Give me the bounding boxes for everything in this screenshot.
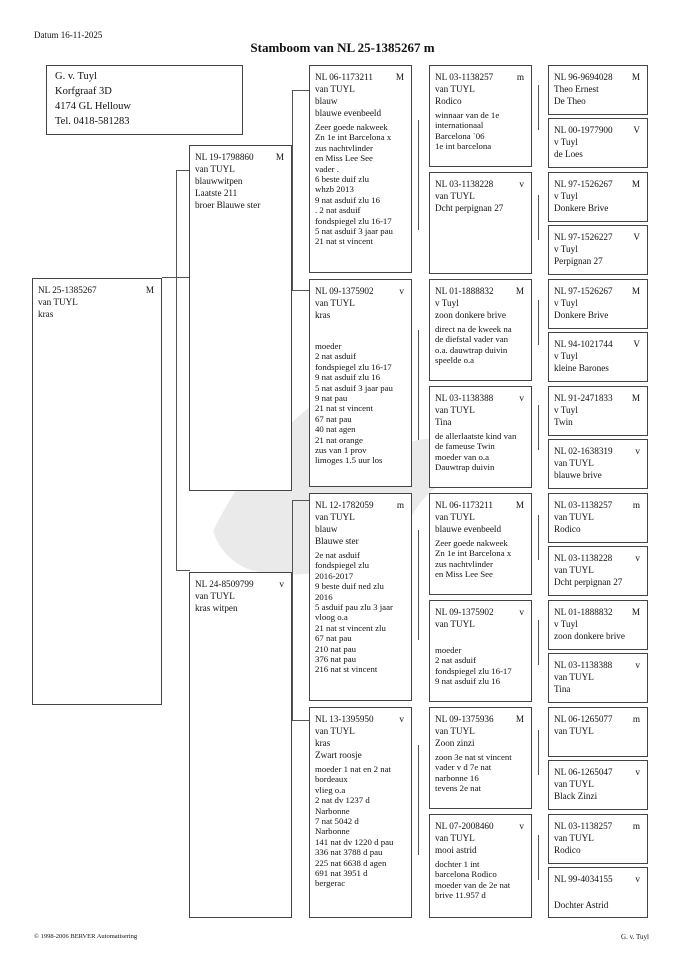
breeder: van TUYL <box>435 619 475 629</box>
ancestor-box <box>548 439 648 489</box>
ancestor-box <box>548 814 648 864</box>
connector <box>538 405 539 450</box>
pigeon-name: mooi astrid <box>435 845 477 855</box>
ring-number: NL 01-1888832 <box>435 286 494 296</box>
description: direct na de kweek na de diefstal vader van o.a. dauwtrap duivin speelde o.a <box>435 324 512 366</box>
sex-mark: M <box>395 72 404 82</box>
pigeon-name: kras <box>38 309 54 319</box>
sex-mark: M <box>515 286 524 296</box>
ancestor-box <box>548 225 648 275</box>
sex-mark: v <box>519 179 524 189</box>
ring-number: NL 00-1977900 <box>554 125 613 135</box>
ancestor-box <box>429 600 532 702</box>
color: blauwwitpen <box>195 176 243 186</box>
sex-mark: M <box>631 393 640 403</box>
breeder: v Tuyl <box>435 298 459 308</box>
description: zoon 3e nat st vincent vader v d 7e nat narbonne 16 tevens 2e nat <box>435 752 512 794</box>
owner-street: Korfgraaf 3D <box>55 86 112 97</box>
sex-mark: M <box>515 714 524 724</box>
sex-mark: M <box>631 179 640 189</box>
ring-number: NL 97-1526227 <box>554 232 613 242</box>
sex-mark: v <box>635 767 640 777</box>
ring-number: NL 97-1526267 <box>554 286 613 296</box>
sex-mark: M <box>631 286 640 296</box>
breeder: van TUYL <box>315 84 355 94</box>
ring-number: NL 02-1638319 <box>554 446 613 456</box>
breeder: van TUYL <box>38 297 78 307</box>
connector <box>292 500 293 720</box>
sex-mark: v <box>399 286 404 296</box>
pigeon-name: De Theo <box>554 96 586 106</box>
sex-mark: M <box>631 607 640 617</box>
owner-phone: Tel. 0418-581283 <box>55 116 130 127</box>
pigeon-name: Blauwe ster <box>315 536 359 546</box>
connector <box>538 730 539 775</box>
connector <box>418 120 419 230</box>
breeder: van TUYL <box>435 726 475 736</box>
pigeon-name: kras witpen <box>195 603 238 613</box>
description: winnaar van de 1e internationaal Barcelona `06 1e int barcelona <box>435 110 500 152</box>
sex-mark: m <box>396 500 404 510</box>
connector <box>292 290 309 291</box>
ancestor-box <box>548 386 648 436</box>
connector <box>538 835 539 880</box>
breeder: van TUYL <box>435 833 475 843</box>
breeder: Theo Ernest <box>554 84 599 94</box>
pigeon-name: Zoon zinzi <box>435 738 475 748</box>
ancestor-box <box>429 279 532 381</box>
description: de allerlaatste kind van de fameuse Twin moeder van o.a Dauwtrap duivin <box>435 431 517 473</box>
sex-mark: V <box>633 339 640 349</box>
ancestor-box <box>548 653 648 703</box>
ancestor-box <box>429 493 532 595</box>
ancestor-box <box>548 332 648 382</box>
ring-number: NL 01-1888832 <box>554 607 613 617</box>
pigeon-name: de Loes <box>554 149 583 159</box>
breeder: van TUYL <box>435 405 475 415</box>
breeder: van TUYL <box>554 512 594 522</box>
connector <box>176 170 177 570</box>
sex-mark: m <box>632 821 640 831</box>
pigeon-name: blauwe evenbeeld <box>435 524 502 534</box>
ring-number: NL 03-1138388 <box>435 393 494 403</box>
ring-number: NL 03-1138257 <box>435 72 494 82</box>
pigeon-name: Dochter Astrid <box>554 900 609 910</box>
breeder: van TUYL <box>195 591 235 601</box>
ancestor-box <box>548 707 648 757</box>
ancestor-box <box>429 814 532 918</box>
sex-mark: M <box>275 152 284 162</box>
ancestor-box <box>429 707 532 809</box>
connector <box>292 90 293 170</box>
color: kras <box>315 738 331 748</box>
sex-mark: v <box>519 393 524 403</box>
breeder: van TUYL <box>554 726 594 736</box>
breeder: v Tuyl <box>554 191 578 201</box>
pigeon-name: Twin <box>554 417 573 427</box>
footer-copyright: © 1998-2006 BERVER Automatisering <box>34 933 138 940</box>
ring-number: NL 97-1526267 <box>554 179 613 189</box>
color: blauw <box>315 524 338 534</box>
ring-number: NL 07-2008460 <box>435 821 494 831</box>
sex-mark: v <box>635 553 640 563</box>
pigeon-name: kras <box>315 310 331 320</box>
breeder: van TUYL <box>435 84 475 94</box>
ring-number: NL 99-4034155 <box>554 874 613 884</box>
ring-number: NL 06-1173211 <box>315 72 373 82</box>
breeder: v Tuyl <box>554 244 578 254</box>
date-label: Datum 16-11-2025 <box>34 30 103 40</box>
connector <box>418 745 419 855</box>
ring-number: NL 03-1138228 <box>435 179 494 189</box>
sex-mark: V <box>633 232 640 242</box>
pigeon-name: Perpignan 27 <box>554 256 603 266</box>
sex-mark: m <box>516 72 524 82</box>
ring-number: NL 06-1173211 <box>435 500 493 510</box>
mother-box <box>189 572 292 918</box>
sex-mark: M <box>631 72 640 82</box>
pigeon-name: Rodico <box>435 96 462 106</box>
father-box <box>189 145 292 491</box>
ancestor-box <box>548 760 648 810</box>
ring-number: NL 03-1138257 <box>554 500 613 510</box>
pigeon-name: Rodico <box>554 524 581 534</box>
breeder: van TUYL <box>315 726 355 736</box>
ring-number: NL 13-1395950 <box>315 714 374 724</box>
pigeon-name: Dcht perpignan 27 <box>435 203 504 213</box>
sex-mark: M <box>515 500 524 510</box>
description: moeder 2 nat asduif fondspiegel zlu 16-17 9 nat asduif zlu 16 5 nat asduif 3 jaar pau 9 nat pau 21 nat st vincent 67 nat pau 40 nat agen 21 nat orange zus van 1 prov limoges 1.5 uur los <box>315 341 393 466</box>
breeder: v Tuyl <box>554 351 578 361</box>
connector <box>538 300 539 345</box>
breeder: van TUYL <box>554 565 594 575</box>
connector <box>292 170 293 290</box>
pigeon-name: Rodico <box>554 845 581 855</box>
breeder: v Tuyl <box>554 405 578 415</box>
breeder: van TUYL <box>315 298 355 308</box>
connector <box>538 515 539 560</box>
owner-box <box>46 65 243 135</box>
ring-number: NL 09-1375902 <box>435 607 494 617</box>
pigeon-name: Tina <box>554 684 571 694</box>
ring-number: NL 91-2471833 <box>554 393 613 403</box>
breeder: van TUYL <box>195 164 235 174</box>
sex-mark: v <box>635 446 640 456</box>
ring-number: NL 03-1138388 <box>554 660 613 670</box>
owner-city: 4174 GL Hellouw <box>55 101 132 112</box>
pigeon-name: zoon donkere brive <box>554 631 625 641</box>
sex-mark: m <box>632 714 640 724</box>
owner-name: G. v. Tuyl <box>55 71 97 82</box>
breeder: van TUYL <box>315 512 355 522</box>
ancestor-box <box>429 172 532 274</box>
ring-number: NL 96-9694028 <box>554 72 613 82</box>
pigeon-name: broer Blauwe ster <box>195 200 261 210</box>
breeder: van TUYL <box>554 458 594 468</box>
sex-mark: v <box>519 607 524 617</box>
extra: Laatste 211 <box>195 188 238 198</box>
sex-mark: v <box>635 874 640 884</box>
description: moeder 2 nat asduif fondspiegel zlu 16-17 9 nat asduif zlu 16 <box>435 645 512 687</box>
ring-number: NL 25-1385267 <box>38 285 97 295</box>
pigeon-name: blauwe brive <box>554 470 602 480</box>
ring-number: NL 06-1265077 <box>554 714 613 724</box>
connector <box>418 330 419 440</box>
pigeon-name: Black Zinzi <box>554 791 598 801</box>
breeder: v Tuyl <box>554 619 578 629</box>
breeder: van TUYL <box>554 779 594 789</box>
pigeon-name: Dcht perpignan 27 <box>554 577 623 587</box>
sex-mark: m <box>632 500 640 510</box>
footer-owner: G. v. Tuyl <box>621 933 649 941</box>
ancestor-box <box>548 65 648 115</box>
connector <box>538 195 539 240</box>
connector <box>538 620 539 665</box>
page-title: Stamboom van NL 25-1385267 m <box>250 40 435 55</box>
pigeon-name: Donkere Brive <box>554 310 609 320</box>
pigeon-name: Donkere Brive <box>554 203 609 213</box>
connector <box>292 500 309 501</box>
description: Zeer goede nakweek Zn 1e int Barcelona x zus nachtvlinder en Miss Lee See vader . 6 beste duif zlu whzb 2013 9 nat asduif zlu 16 . 2 nat asduif fondspiegel zlu 16-17 5 nat asduif 3 jaar pau 21 nat st vincent <box>315 122 393 247</box>
pigeon-name: kleine Barones <box>554 363 609 373</box>
sex-mark: v <box>279 579 284 589</box>
ring-number: NL 24-8509799 <box>195 579 254 589</box>
ancestor-box <box>429 65 532 167</box>
sex-mark: v <box>399 714 404 724</box>
ancestor-box <box>429 386 532 488</box>
connector <box>292 720 309 721</box>
ring-number: NL 09-1375936 <box>435 714 494 724</box>
ring-number: NL 19-1798860 <box>195 152 254 162</box>
sex-mark: M <box>145 285 154 295</box>
description: Zeer goede nakweek Zn 1e int Barcelona x zus nachtvlinder en Miss Lee See <box>435 538 512 580</box>
grandparent-box <box>309 65 412 273</box>
ancestor-box <box>548 279 648 329</box>
connector <box>176 170 190 171</box>
connector <box>418 530 419 640</box>
breeder: van TUYL <box>435 512 475 522</box>
connector <box>176 570 190 571</box>
ancestor-box <box>548 493 648 543</box>
sex-mark: V <box>633 125 640 135</box>
ring-number: NL 06-1265047 <box>554 767 613 777</box>
ancestor-box <box>548 118 648 168</box>
ring-number: NL 12-1782059 <box>315 500 374 510</box>
sex-mark: v <box>519 821 524 831</box>
breeder: van TUYL <box>554 833 594 843</box>
ring-number: NL 03-1138257 <box>554 821 613 831</box>
ancestor-box <box>548 600 648 650</box>
connector <box>538 85 539 130</box>
ring-number: NL 94-1021744 <box>554 339 613 349</box>
ring-number: NL 03-1138228 <box>554 553 613 563</box>
grandparent-box <box>309 493 412 701</box>
pigeon-name: Tina <box>435 417 452 427</box>
description: dochter 1 int barcelona Rodico moeder van de 2e nat brive 11.957 d <box>435 859 511 901</box>
ancestor-box <box>548 546 648 596</box>
description: moeder 1 nat en 2 nat bordeaux vlieg o.a 2 nat dv 1237 d Narbonne 7 nat 5042 d Narbonne 141 nat dv 1220 d pau 336 nat 3788 d pau 225 nat 6638 d agen 691 nat 3951 d bergerac <box>315 764 394 889</box>
ancestor-box <box>548 867 648 918</box>
pigeon-name: zoon donkere brive <box>435 310 506 320</box>
sex-mark: v <box>635 660 640 670</box>
grandparent-box <box>309 707 412 918</box>
breeder: van TUYL <box>435 191 475 201</box>
breeder: v Tuyl <box>554 137 578 147</box>
breeder: v Tuyl <box>554 298 578 308</box>
color: blauw <box>315 96 338 106</box>
description: 2e nat asduif fondspiegel zlu 2016-2017 9 beste duif ned zlu 2016 5 asduif pau zlu 3 jaar vloog o.a 21 nat st vincent zlu 67 nat pau 210 nat pau 376 nat pau 216 nat st vincent <box>315 550 393 675</box>
connector <box>292 90 309 91</box>
grandparent-box <box>309 279 412 487</box>
pigeon-name: Zwart roosje <box>315 750 362 760</box>
subject-box <box>32 278 162 705</box>
breeder: van TUYL <box>554 672 594 682</box>
pigeon-name: blauwe evenbeeld <box>315 108 382 118</box>
ancestor-box <box>548 172 648 222</box>
ring-number: NL 09-1375902 <box>315 286 374 296</box>
